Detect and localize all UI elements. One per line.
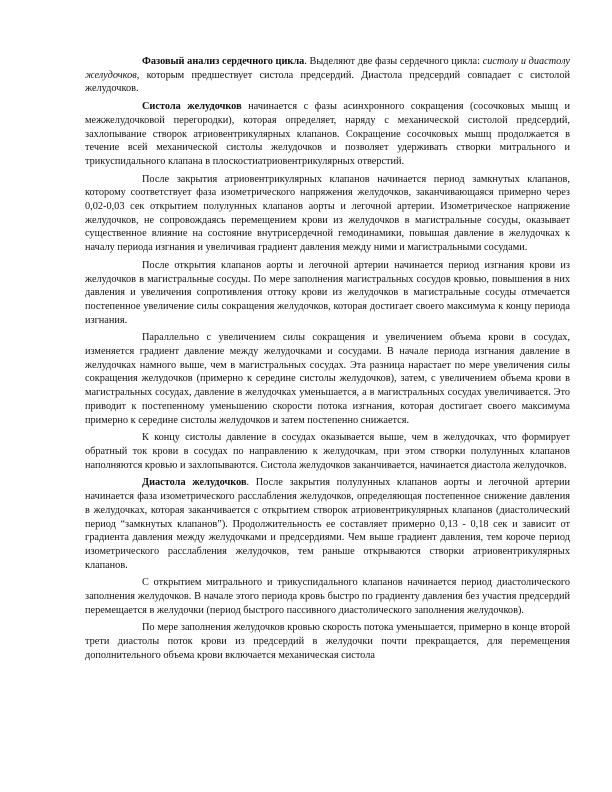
document-body [85, 55, 570, 663]
heading-ventricular-diastole: Диастола желудочков [142, 477, 247, 489]
emphasis-systole-diastole: систолу и диастолу желудочков [85, 56, 570, 81]
paragraph-ventricular-diastole: Диастола желудочков. После закрытия полулунных клапанов аорты и легочной артерии начинается фаза изометрического расслабления желудочков, определяющая постепенное снижение давления в желудочках, которая заканчивается с открытием створок атриовентрикулярных клапанов (диастолический период “замкнутых клапанов”). Продолжительность ее составляет примерно 0,13 - 0,18 сек и зависит от градиента давления между желудочками и предсердиями. Чем выше градиент давления, тем короче период изометрического расслабления желудочков, тем раньше открываются створки атриовентрикулярных клапанов. [85, 477, 570, 571]
paragraph-phase-analysis: Фазовый анализ сердечного цикла. Выделяют две фазы сердечного цикла: систолу и диастолу желудочков, которым предшествует систола предсердий. Диастола предсердий совпадает с систолой желудочков. [85, 56, 570, 95]
paragraph-isometric-tension: После закрытия атриовентрикулярных клапанов начинается период замкнутых клапанов, которому соответствует фаза изометрического напряжения желудочков, заканчивающаяся примерно через 0,02-0,03 сек открытием полулунных клапанов аорты и легочной артерии. Изометрическое напряжение желудочков, не сопровождаясь перемещением крови из желудочков в магистральные сосуды, оказывает существенное влияние на состояние внутрисердечной гемодинамики, повышая давление в желудочках к началу периода изгнания и увеличивая градиент давления между ними и магистральными сосудами. [85, 173, 570, 254]
paragraph-flow-decrease: По мере заполнения желудочков кровью скорость потока уменьшается, примерно в конце второй трети диастолы поток крови из предсердий в желудочки почти прекращается, для перемещения дополнительного объема крови включается механическая систола [85, 622, 570, 661]
paragraph-diastolic-filling: С открытием митрального и трикуспидального клапанов начинается период диастолического заполнения желудочков. В начале этого периода кровь быстро по градиенту давления без участия предсердий перемещается в желудочки (период быстрого пассивного диастолического заполнения желудочков). [85, 577, 570, 616]
heading-phase-analysis: Фазовый анализ сердечного цикла [142, 56, 305, 67]
paragraph-ejection-period: После открытия клапанов аорты и легочной артерии начинается период изгнания крови из желудочков в магистральные сосуды. По мере заполнения магистральных сосудов кровью, повышения в них давления и увеличения сопротивления оттоку крови из желудочков в магистральные сосуды отмечается постепенное увеличение силы сокращения желудочков, которая достигает своего максимума к концу периода изгнания. [85, 259, 570, 326]
paragraph-pressure-gradient: Параллельно с увеличением силы сокращения и увеличением объема крови в сосудах, изменяется градиент давление между желудочками и сосудами. В начале периода изгнания давление в желудочках намного выше, чем в магистральных сосудах. Эта разница нарастает по мере увеличения силы сокращения желудочков (примерно к середине систолы желудочков), затем, с увеличением объема крови в магистральных сосудах, давление в желудочках уменьшается, а в магистральных сосудах увеличивается. Это приводит к постепенному уменьшению скорости потока изгнания, которая достигает своего максимума примерно к середине систолы желудочков и затем постепенно снижается. [85, 332, 570, 426]
paragraph-end-of-systole: К концу систолы давление в сосудах оказывается выше, чем в желудочках, что формирует обратный ток крови в сосудах по направлению к желудочкам, при этом створки полулунных клапанов наполняются кровью и захлопываются. Систола желудочков заканчивается, начинается диастола желудочков. [85, 432, 570, 471]
heading-ventricular-systole: Систола желудочков [142, 101, 242, 113]
paragraph-ventricular-systole: Систола желудочков начинается с фазы асинхронного сокращения (сосочковых мышц и межжелудочковой перегородки), которая определяет, наряду с механической систолой предсердий, захлопывание створок атриовентрикулярных клапанов. Сокращение сосочковых мышц продолжается в течение всей механической систолы желудочков и позволяет удерживать створки митрального и трикуспидального клапана в плоскостиатриовентрикулярных отверстий. [85, 101, 570, 167]
